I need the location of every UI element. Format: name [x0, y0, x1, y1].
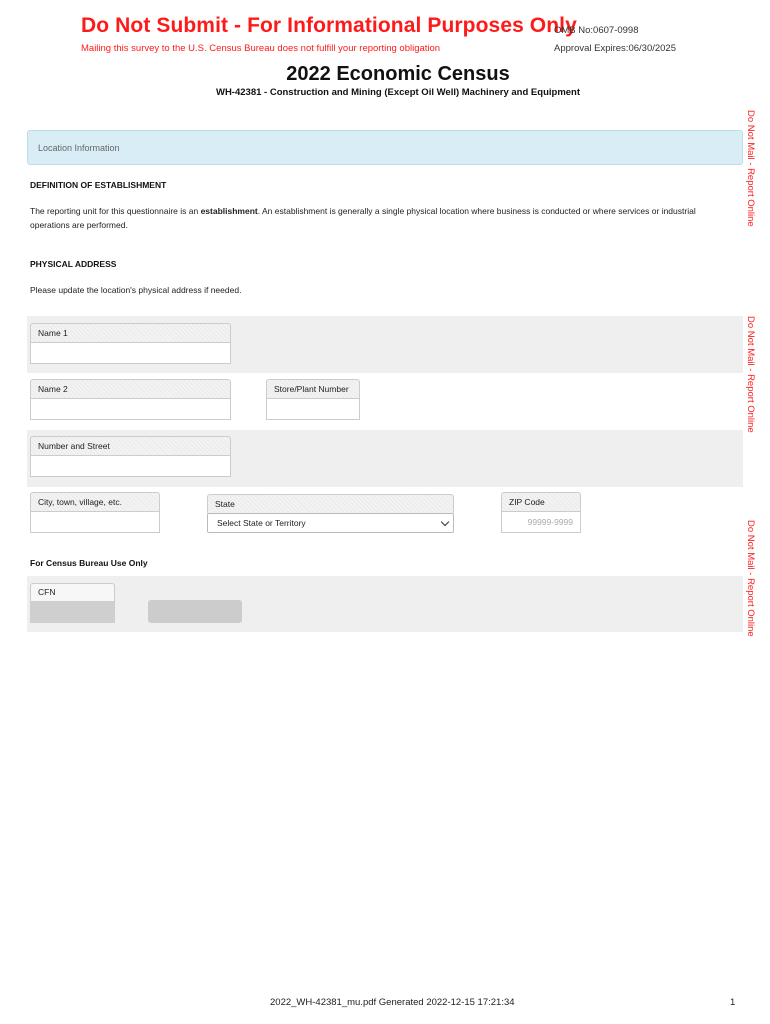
- city-label: City, town, village, etc.: [30, 492, 160, 511]
- name1-field: [30, 323, 231, 364]
- street-input[interactable]: [30, 455, 231, 477]
- definition-text-bold: establishment: [200, 206, 258, 216]
- physical-address-instructions: Please update the location's physical address if needed.: [30, 285, 242, 295]
- street-label: Number and Street: [30, 436, 231, 455]
- page-subtitle: WH-42381 - Construction and Mining (Except Oil Well) Machinery and Equipment: [215, 87, 581, 98]
- approval-expiration: Approval Expires:06/30/2025: [554, 43, 676, 54]
- definition-text-end: . An establishment is generally a single physical location where business is conducted or where services or industrial operations are performed.: [30, 206, 696, 230]
- name2-label: Name 2: [30, 379, 231, 398]
- page-number: 1: [730, 997, 736, 1008]
- name1-label: Name 1: [30, 323, 231, 342]
- store-plant-label: Store/Plant Number: [266, 379, 360, 398]
- omb-number: OMB No:0607-0998: [554, 25, 639, 36]
- definition-text-start: The reporting unit for this questionnaire is an: [30, 206, 201, 216]
- state-label: State: [207, 494, 454, 513]
- cfn-label: CFN: [30, 583, 115, 601]
- warning-title: Do Not Submit - For Informational Purposes Only: [81, 14, 577, 37]
- name1-input[interactable]: [30, 342, 231, 364]
- side-note-middle: Do Not Mail - Report Online: [745, 316, 756, 433]
- side-note-top: Do Not Mail - Report Online: [745, 110, 756, 227]
- zip-label: ZIP Code: [501, 492, 581, 511]
- state-selected-value: Select State or Territory: [217, 518, 306, 528]
- cfn-button: [148, 600, 242, 623]
- city-input[interactable]: [30, 511, 160, 533]
- store-plant-field: [266, 379, 360, 420]
- name2-field: [30, 379, 231, 420]
- location-info-label: Location Information: [38, 143, 120, 153]
- definition-heading: DEFINITION OF ESTABLISHMENT: [30, 180, 167, 190]
- location-info-header: [27, 130, 743, 165]
- zip-field: [501, 492, 581, 533]
- chevron-down-icon: [441, 518, 449, 526]
- city-field: [30, 492, 160, 533]
- warning-subtitle: Mailing this survey to the U.S. Census Bureau does not fulfill your reporting obligation: [81, 43, 441, 54]
- census-use-heading: For Census Bureau Use Only: [30, 558, 148, 568]
- side-note-bottom: Do Not Mail - Report Online: [745, 520, 756, 637]
- name2-input[interactable]: [30, 398, 231, 420]
- state-select[interactable]: [207, 513, 454, 533]
- footer-generated: 2022_WH-42381_mu.pdf Generated 2022-12-15 17:21:34: [270, 997, 515, 1008]
- zip-input[interactable]: 99999-9999: [501, 511, 581, 533]
- physical-address-heading: PHYSICAL ADDRESS: [30, 259, 117, 269]
- census-use-band: [27, 576, 743, 632]
- street-field: [30, 436, 231, 477]
- cfn-input: [30, 601, 115, 623]
- page-title: 2022 Economic Census: [286, 63, 510, 85]
- definition-text: [30, 205, 730, 232]
- store-plant-input[interactable]: [266, 398, 360, 420]
